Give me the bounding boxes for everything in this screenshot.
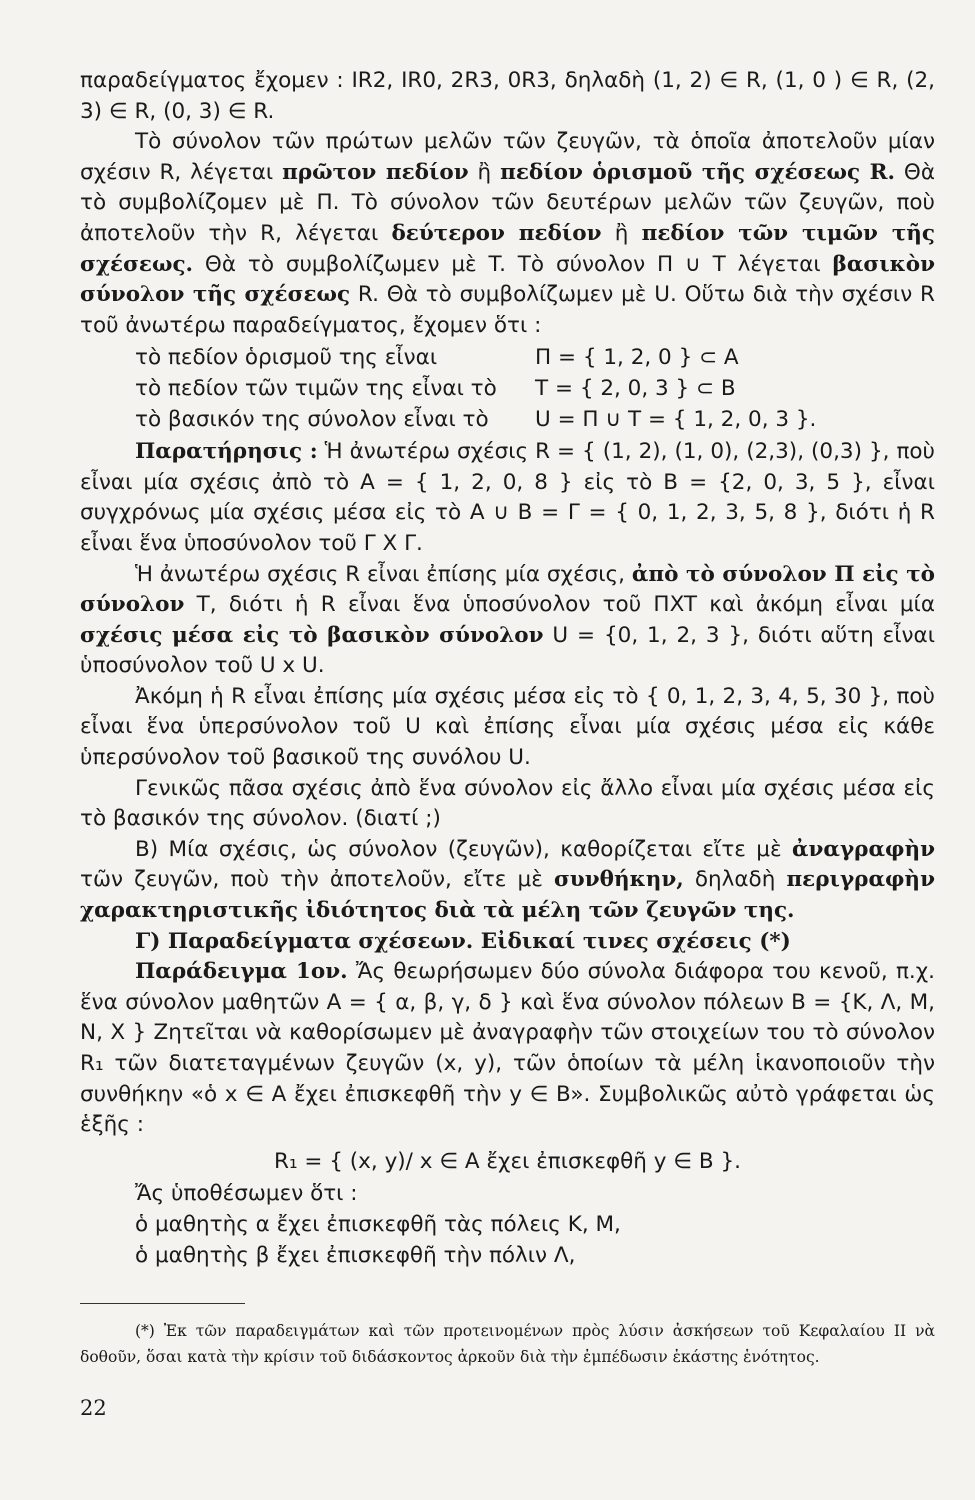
paragraph-example-continued — [80, 66, 935, 127]
paragraph-superset — [80, 682, 935, 774]
bold-term: βασικὸν σύνολον τῆς σχέσεως — [80, 251, 935, 308]
paragraph-general — [80, 774, 935, 835]
row-label: τὸ βασικόν της σύνολον εἶναι τὸ — [135, 406, 489, 432]
paragraph-fields-definition — [80, 127, 935, 341]
row-value: Π = { 1, 2, 0 } ⊂ A — [535, 345, 739, 371]
bold-term: πεδίον ὁρισμοῦ τῆς σχέσεως R. — [500, 159, 896, 185]
text-run: R. Θὰ τὸ συμβολίζωμεν μὲ U. Οὕτω διὰ τὴν σχέσιν R τοῦ ἀνωτέρω παραδείγματος, ἔχομεν ὅτι : — [80, 282, 935, 338]
paragraph-student-beta: ὁ μαθητὴς β ἔχει ἐπισκεφθῆ τὴν πόλιν Λ, — [135, 1242, 576, 1268]
text-run: Θὰ τὸ συμβολίζομεν μὲ Π. Τὸ σύνολον τῶν δευτέρων μελῶν τῶν ζευγῶν, ποὺ ἀποτελοῦν τὴν R, λέγεται — [80, 159, 935, 246]
paragraph-remark — [80, 437, 935, 559]
body-text — [80, 66, 935, 1271]
text-run: δηλαδὴ — [683, 867, 787, 893]
text-run: Ἡ ἀνωτέρω σχέσις R = { (1, 2), (1, 0), (2,3), (0,3) }, ποὺ εἶναι μία σχέσις ἀπὸ τὸ A = { 1, 2, 0, 8 } εἰς τὸ B = {2, 0, 3, 5 }, εἶναι συγχρόνως μία σχέσις μέσα εἰς τὸ A ∪ B = Γ = { 0, 1, 2, 3, 5, 8 }, διότι ἡ R εἶναι ἕνα ὑποσύνολον τοῦ Γ X Γ. — [80, 439, 935, 556]
paragraph-assume: Ἄς ὑποθέσωμεν ὅτι : — [135, 1181, 358, 1207]
bold-term: περιγραφὴν χαρακτηριστικῆς ἰδιότητος διὰ τὰ μέλη τῶν ζευγῶν της. — [80, 867, 935, 924]
paragraph-student-alpha: ὁ μαθητὴς α ἔχει ἐπισκεφθῆ τὰς πόλεις K, M, — [135, 1211, 621, 1237]
footnote — [80, 1318, 935, 1370]
row-label: τὸ πεδίον τῶν τιμῶν της εἶναι τὸ — [135, 375, 497, 401]
text-run: Ἡ ἀνωτέρω σχέσις R εἶναι ἐπίσης μία σχέσις, — [135, 561, 632, 587]
text-run: παραδείγματος ἔχομεν : IR2, IR0, 2R3, 0R3, δηλαδὴ (1, 2) ∈ R, (1, 0 ) ∈ R, (2, 3) ∈ R, (0, 3) ∈ R. — [80, 68, 935, 124]
row-label: τὸ πεδίον ὁρισμοῦ της εἶναι — [135, 345, 438, 371]
paragraph-relation-from-set — [80, 560, 935, 682]
text-run: Ἄς θεωρήσωμεν δύο σύνολα διάφορα του κενοῦ, π.χ. ἕνα σύνολον μαθητῶν A = { α, β, γ, δ } καὶ ἕνα σύνολον πόλεων B = {K, Λ, M, N, X } Ζητεῖται νὰ καθορίσωμεν μὲ ἀναγραφὴν τῶν στοιχείων του τὸ σύνολον R₁ τῶν διατεταγμένων ζευγῶν (x, y), τῶν ὁποίων τὰ μέλη ἱκανοποιοῦν τὴν συνθήκην «ὁ x ∈ A ἔχει ἐπισκεφθῆ τὴν y ∈ B». Συμβολικῶς αὐτὸ γράφεται ὡς ἑξῆς : — [80, 959, 935, 1138]
text-run: Τὸ σύνολον τῶν πρώτων μελῶν τῶν ζευγῶν, τὰ ὁποῖα ἀποτελοῦν μίαν σχέσιν R, λέγεται — [80, 129, 935, 185]
bold-term: σχέσις μέσα εἰς τὸ βασικὸν σύνολον — [80, 622, 544, 648]
text-run: Ἀκόμη ἡ R εἶναι ἐπίσης μία σχέσις μέσα εἰς τὸ { 0, 1, 2, 3, 4, 5, 30 }, ποὺ εἶναι ἕνα ὑπερσύνολον τοῦ U καὶ ἐπίσης εἶναι μία σχέσις μέσα εἰς κάθε ὑπερσύνολον τοῦ βασικοῦ της συνόλου U. — [80, 683, 935, 771]
text-run: T, διότι ἡ R εἶναι ἕνα ὑποσύνολον τοῦ ΠXT καὶ ἀκόμη εἶναι μία — [184, 592, 935, 618]
text-run: Γενικῶς πᾶσα σχέσις ἀπὸ ἕνα σύνολον εἰς ἄλλο εἶναι μία σχέσις μέσα εἰς τὸ βασικόν της σύνολον. (διατί ;) — [80, 775, 935, 832]
text-run: ἢ — [601, 220, 642, 246]
table-row — [135, 343, 935, 374]
formula: R₁ = { (x, y)/ x ∈ A ἔχει ἐπισκεφθῆ y ∈ B }. — [274, 1148, 741, 1174]
paragraph-section-b — [80, 835, 935, 927]
bold-term: δεύτερον πεδίον — [391, 220, 602, 246]
page-number: 22 — [80, 1396, 107, 1420]
text-run: τῶν ζευγῶν, ποὺ τὴν ἀποτελοῦν, εἴτε μὲ — [80, 867, 554, 893]
paragraph-example-1 — [80, 957, 935, 1141]
bold-term: ἀναγραφὴν — [791, 836, 935, 862]
bold-term: Παράδειγμα 1ον. — [135, 959, 348, 985]
table-row — [135, 374, 935, 405]
text-run: B) Μία σχέσις, ὡς σύνολον (ζευγῶν), καθορίζεται εἴτε μὲ — [135, 836, 792, 862]
bold-term: Παρατήρησις : — [135, 439, 318, 465]
footnote-divider — [80, 1303, 245, 1304]
bold-term: ἀπὸ τὸ σύνολον Π εἰς τὸ σύνολον — [80, 561, 935, 618]
bold-term: πρῶτον πεδίον — [282, 159, 469, 185]
row-value: T = { 2, 0, 3 } ⊂ B — [535, 375, 736, 401]
row-value: U = Π ∪ T = { 1, 2, 0, 3 }. — [535, 406, 817, 432]
text-run: ἢ — [468, 159, 501, 185]
bold-term: συνθήκην, — [553, 867, 684, 893]
bold-term: πεδίον τῶν τιμῶν τῆς σχέσεως. — [80, 220, 936, 277]
section-heading: Γ) Παραδείγματα σχέσεων. Εἰδικαί τινες σχέσεις (*) — [135, 928, 791, 954]
text-run: Θὰ τὸ συμβολίζωμεν μὲ T. Τὸ σύνολον Π ∪ T λέγεται — [193, 251, 833, 277]
footnote-text: (*) Ἐκ τῶν παραδειγμάτων καὶ τῶν προτεινομένων πρὸς λύσιν ἀσκήσεων τοῦ Κεφαλαίου II νὰ δοθοῦν, ὅσαι κατὰ τὴν κρίσιν τοῦ διδάσκοντος ἀρκοῦν διὰ τὴν ἐμπέδωσιν ἑκάστης ἑνότητος. — [80, 1322, 935, 1366]
fields-table — [135, 343, 935, 435]
table-row — [135, 405, 935, 436]
text-run: U = {0, 1, 2, 3 }, διότι αὕτη εἶναι ὑποσύνολον τοῦ U x U. — [80, 622, 935, 679]
